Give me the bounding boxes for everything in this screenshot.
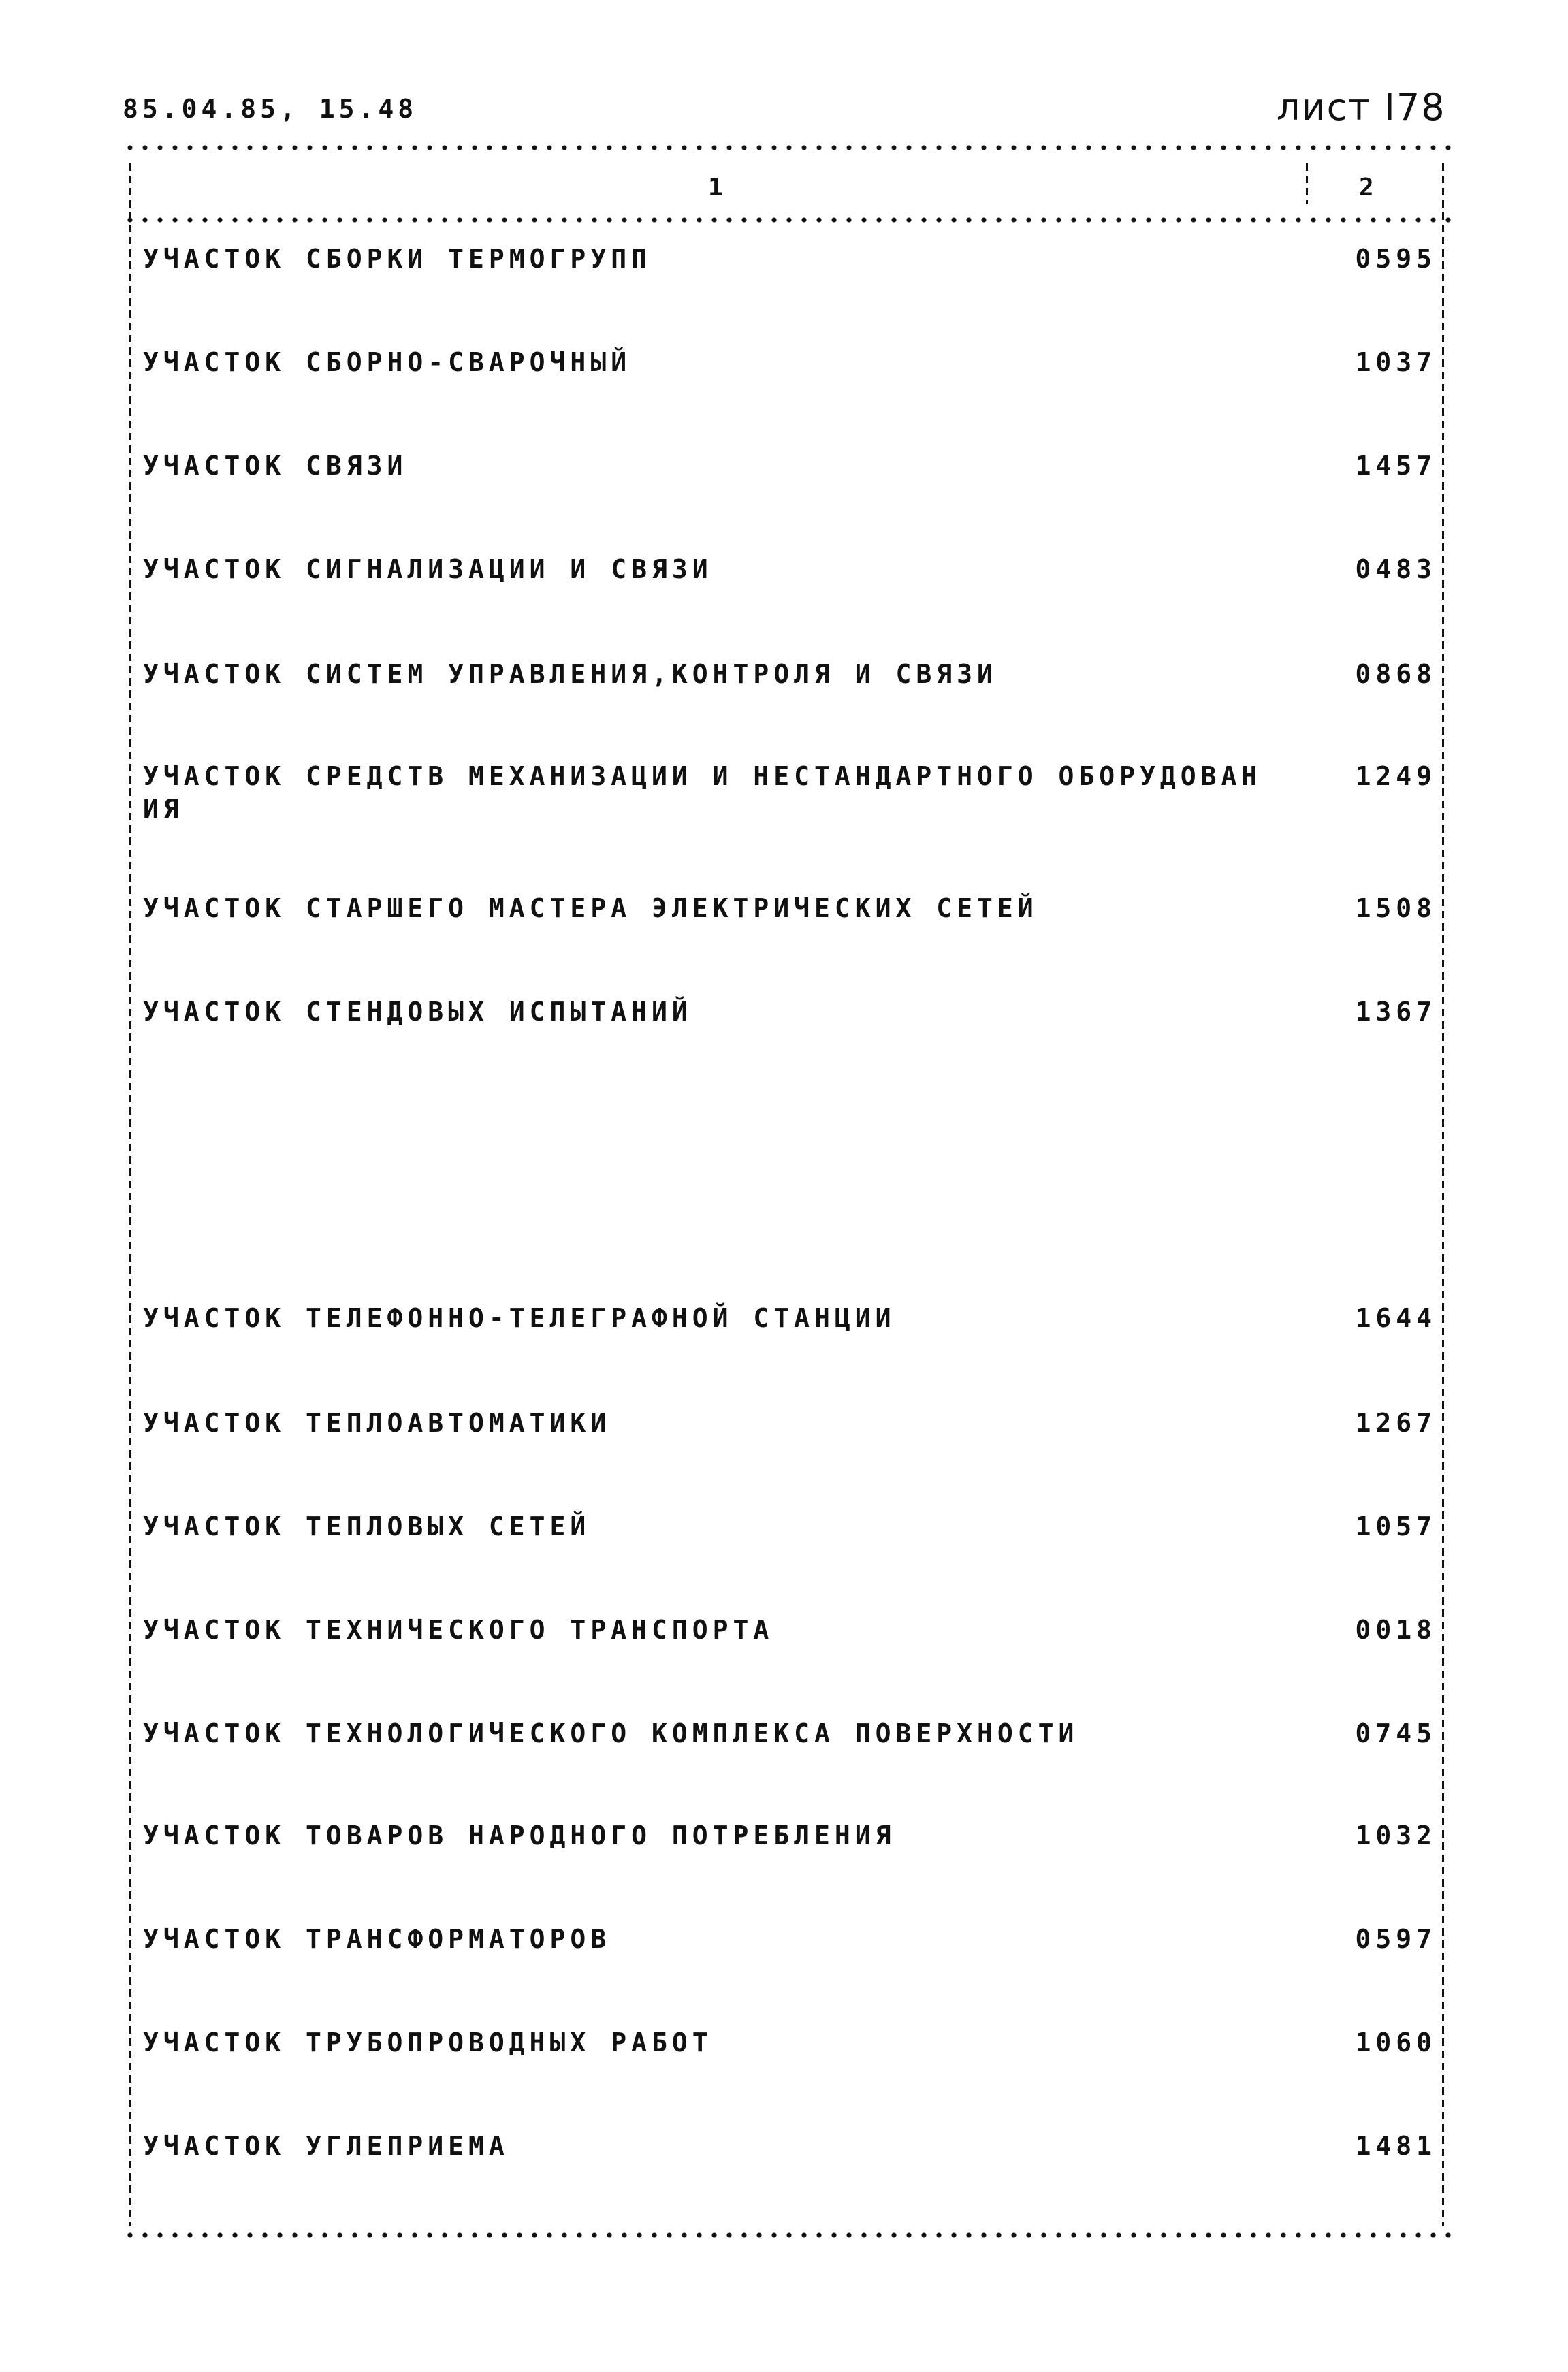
column-divider xyxy=(1306,163,1308,204)
row-name: УЧАСТОК ТЕХНИЧЕСКОГО ТРАНСПОРТА xyxy=(143,1615,774,1645)
sheet-number: лист I78 xyxy=(1277,86,1446,129)
row-code: 1508 xyxy=(1355,893,1437,923)
row-name: УЧАСТОК СРЕДСТВ МЕХАНИЗАЦИИ И НЕСТАНДАРТНОГО ОБОРУДОВАН ИЯ xyxy=(143,761,1262,824)
column-header-2: 2 xyxy=(1359,174,1374,202)
row-code: 0745 xyxy=(1355,1718,1437,1748)
row-code: 0597 xyxy=(1355,1924,1437,1954)
row-name: УЧАСТОК ТРУБОПРОВОДНЫХ РАБОТ xyxy=(143,2028,713,2057)
row-name: УЧАСТОК ТЕХНОЛОГИЧЕСКОГО КОМПЛЕКСА ПОВЕРХНОСТИ xyxy=(143,1718,1079,1748)
row-code: 1060 xyxy=(1355,2028,1437,2057)
row-name: УЧАСТОК ТЕЛЕФОННО-ТЕЛЕГРАФНОЙ СТАНЦИИ xyxy=(143,1303,896,1333)
row-name: УЧАСТОК ТЕПЛОВЫХ СЕТЕЙ xyxy=(143,1511,591,1541)
row-code: 1481 xyxy=(1355,2131,1437,2161)
row-code: 0868 xyxy=(1355,659,1437,689)
row-name: УЧАСТОК СБОРКИ ТЕРМОГРУПП xyxy=(143,244,652,274)
header-divider xyxy=(123,217,1454,223)
row-name: УЧАСТОК СТЕНДОВЫХ ИСПЫТАНИЙ xyxy=(143,997,692,1027)
row-name: УЧАСТОК СВЯЗИ xyxy=(143,451,408,481)
left-border xyxy=(129,163,131,2226)
row-name: УЧАСТОК УГЛЕПРИЕМА xyxy=(143,2131,509,2161)
row-code: 1644 xyxy=(1355,1303,1437,1333)
row-code: 1267 xyxy=(1355,1408,1437,1438)
row-name: УЧАСТОК ТРАНСФОРМАТОРОВ xyxy=(143,1924,611,1954)
right-border xyxy=(1442,163,1444,2226)
row-code: 0595 xyxy=(1355,244,1437,274)
row-code: 1037 xyxy=(1355,347,1437,377)
row-name: УЧАСТОК СИСТЕМ УПРАВЛЕНИЯ,КОНТРОЛЯ И СВЯЗИ xyxy=(143,659,997,689)
row-name: УЧАСТОК ТЕПЛОАВТОМАТИКИ xyxy=(143,1408,611,1438)
row-code: 1367 xyxy=(1355,997,1437,1027)
top-border xyxy=(123,144,1454,151)
row-name: УЧАСТОК СИГНАЛИЗАЦИИ И СВЯЗИ xyxy=(143,554,713,584)
row-name: УЧАСТОК СБОРНО-СВАРОЧНЫЙ xyxy=(143,347,632,377)
column-header-1: 1 xyxy=(708,174,723,202)
row-name: УЧАСТОК СТАРШЕГО МАСТЕРА ЭЛЕКТРИЧЕСКИХ СЕТЕЙ xyxy=(143,893,1038,923)
row-code: 0018 xyxy=(1355,1615,1437,1645)
row-code: 1249 xyxy=(1355,761,1437,791)
print-date: 85.04.85, 15.48 xyxy=(123,94,418,124)
row-code: 1057 xyxy=(1355,1511,1437,1541)
row-code: 1032 xyxy=(1355,1821,1437,1850)
bottom-border xyxy=(123,2232,1454,2239)
row-code: 1457 xyxy=(1355,451,1437,481)
row-name: УЧАСТОК ТОВАРОВ НАРОДНОГО ПОТРЕБЛЕНИЯ xyxy=(143,1821,896,1850)
row-code: 0483 xyxy=(1355,554,1437,584)
